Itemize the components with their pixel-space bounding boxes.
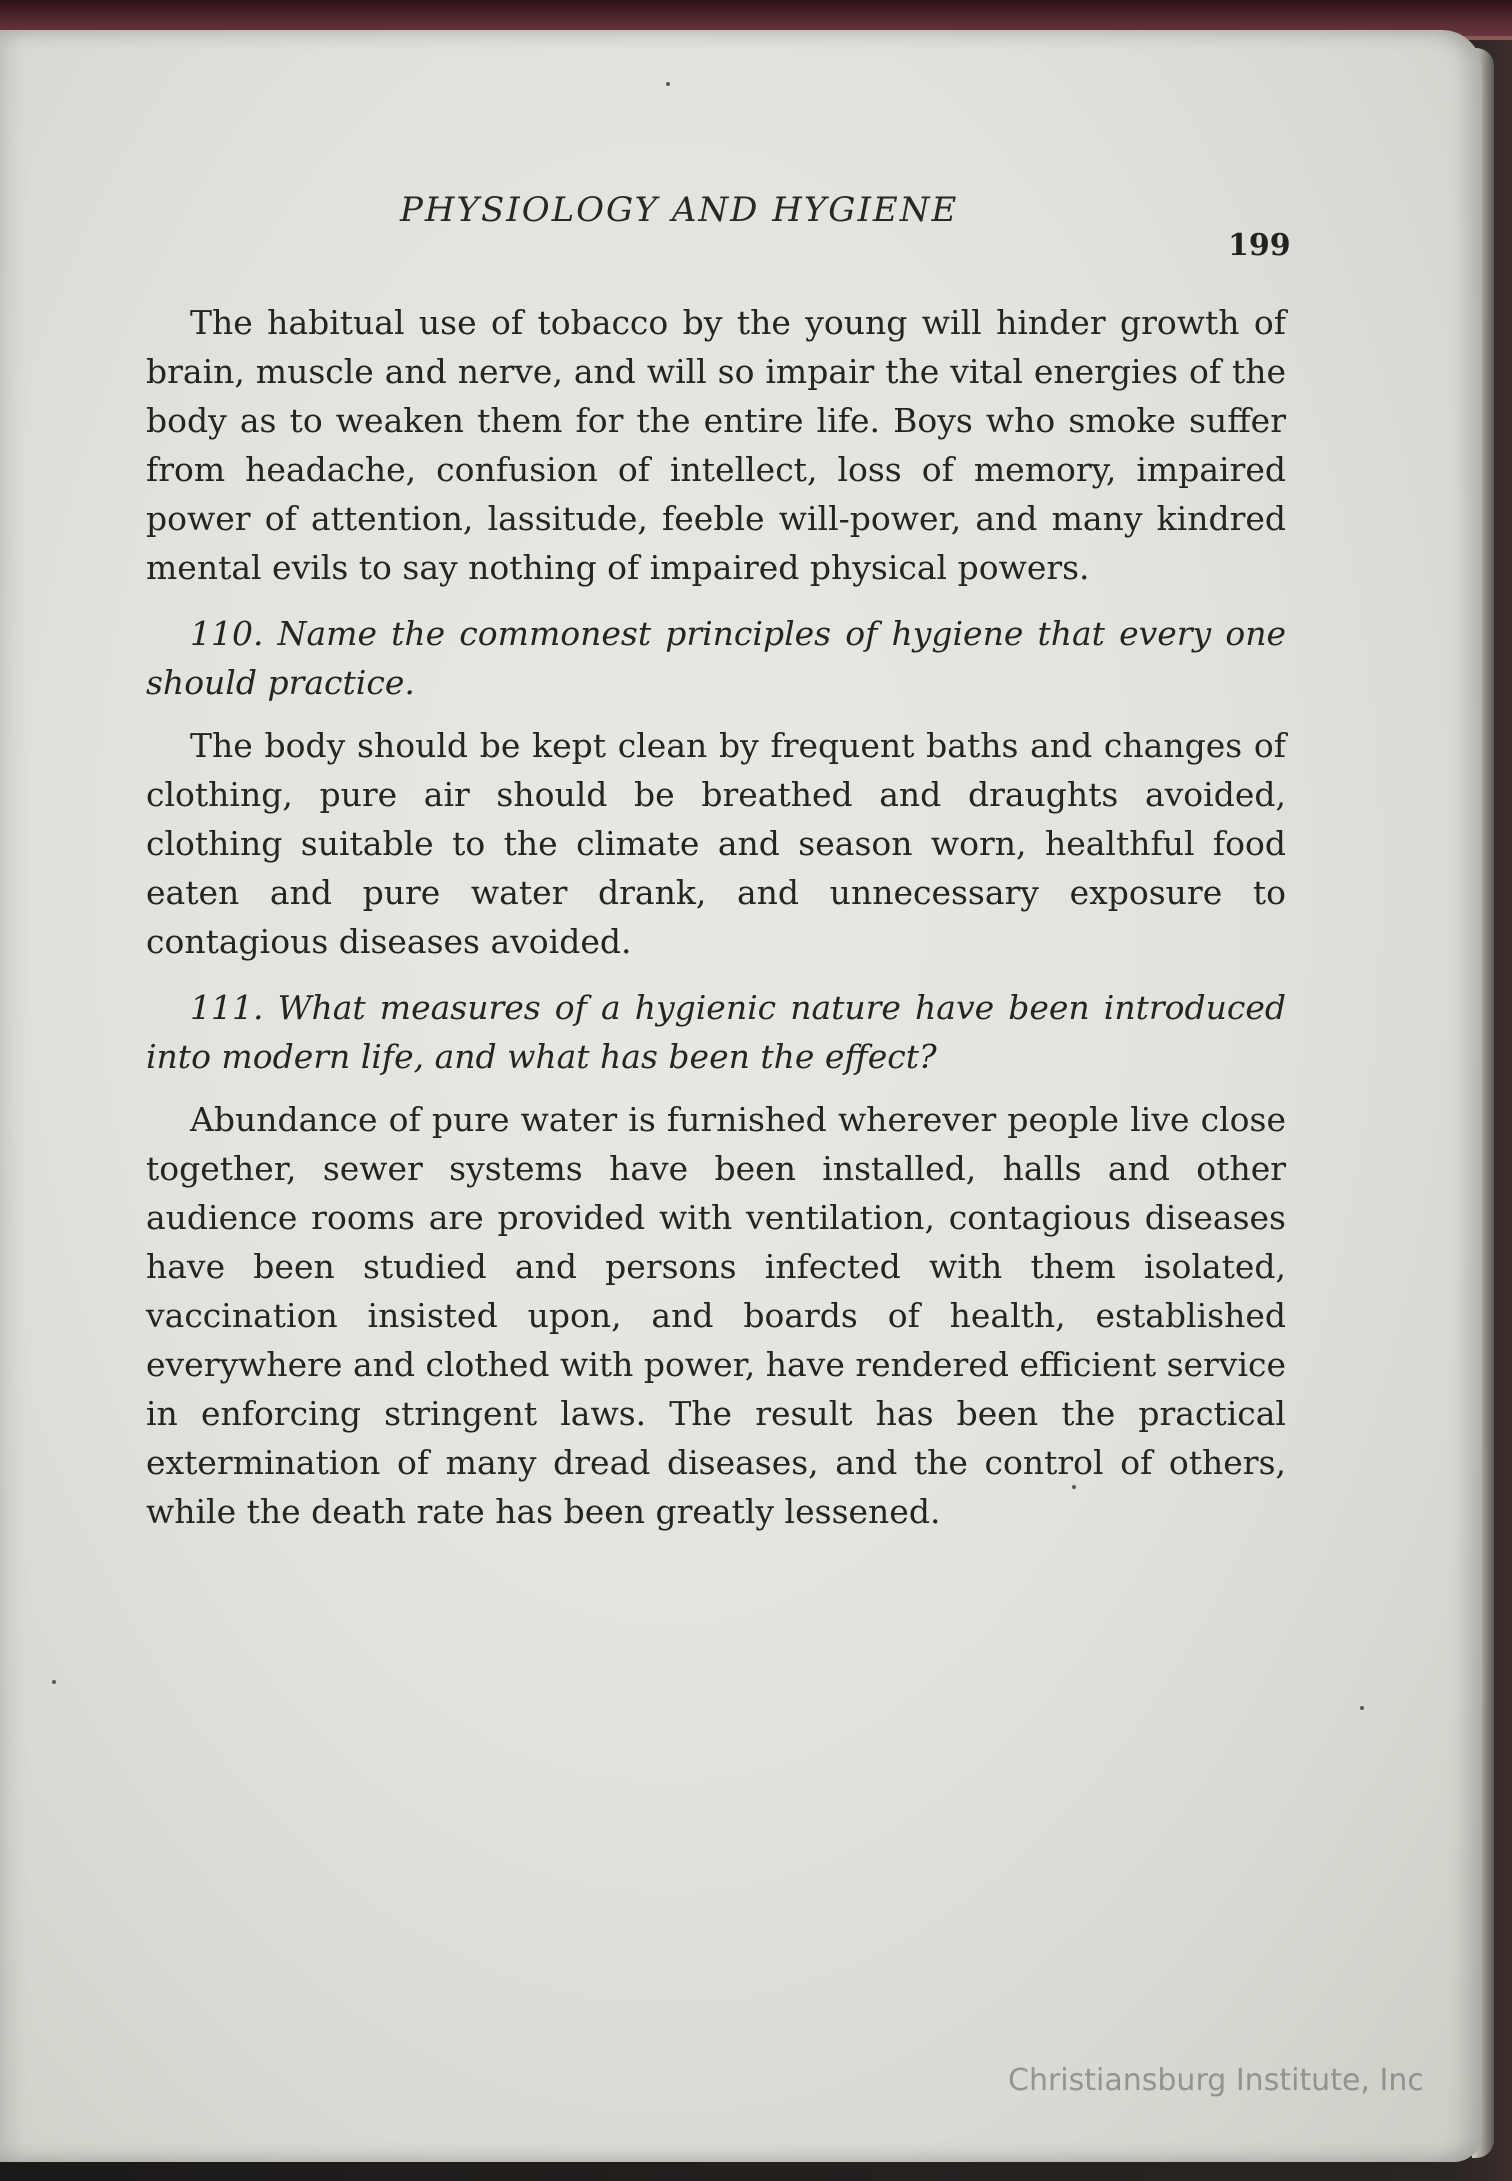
page-number: 199 [1228, 228, 1291, 263]
paragraph-tobacco: The habitual use of tobacco by the young will hinder growth of brain, muscle and nerve, and will so impair the vital energies of the body as to weaken them for the entire life. Boys who smoke suffer from headache, confusion of intellect, loss of memory, impaired power of attention, lassitude, feeble will-power, and many kindred mental evils to say nothing of impaired physical powers. [146, 303, 1286, 587]
question-110 [146, 609, 1286, 707]
answer-111: Abundance of pure water is furnished wherever people live close together, sewer systems have been installed, halls and other audience rooms are provided with ventilation, contagious diseases have been studied and persons infected with them isolated, vaccination insisted upon, and boards of health, established everywhere and clothed with power, have rendered efficient service in enforcing stringent laws. The result has been the practical extermination of many dread diseases, and the control of others, while the death rate has been greatly lessened. [146, 1100, 1287, 1531]
question-111 [146, 983, 1286, 1081]
question-111-number: 111. [190, 988, 264, 1027]
answer-110: The body should be kept clean by frequent baths and changes of clothing, pure air should be breathed and draughts avoided, clothing suitable to the climate and season worn, healthful food eaten and pure water drank, and unnecessary exposure to contagious diseases avoided. [146, 726, 1286, 961]
paper-speck [52, 1680, 56, 1684]
question-111-text: What measures of a hygienic nature have been introduced into modern life, and what has been the effect? [146, 988, 1286, 1076]
running-head: PHYSIOLOGY AND HYGIENE [400, 190, 959, 230]
book-page [0, 30, 1482, 2162]
watermark: Christiansburg Institute, Inc [1008, 2063, 1424, 2098]
question-110-number: 110. [190, 614, 264, 653]
page-body [146, 298, 1286, 1536]
question-110-text: Name the commonest principles of hygiene that every one should practice. [146, 614, 1286, 702]
paper-speck [666, 82, 670, 86]
paper-speck [1072, 1485, 1076, 1489]
paper-speck [1360, 1706, 1364, 1710]
